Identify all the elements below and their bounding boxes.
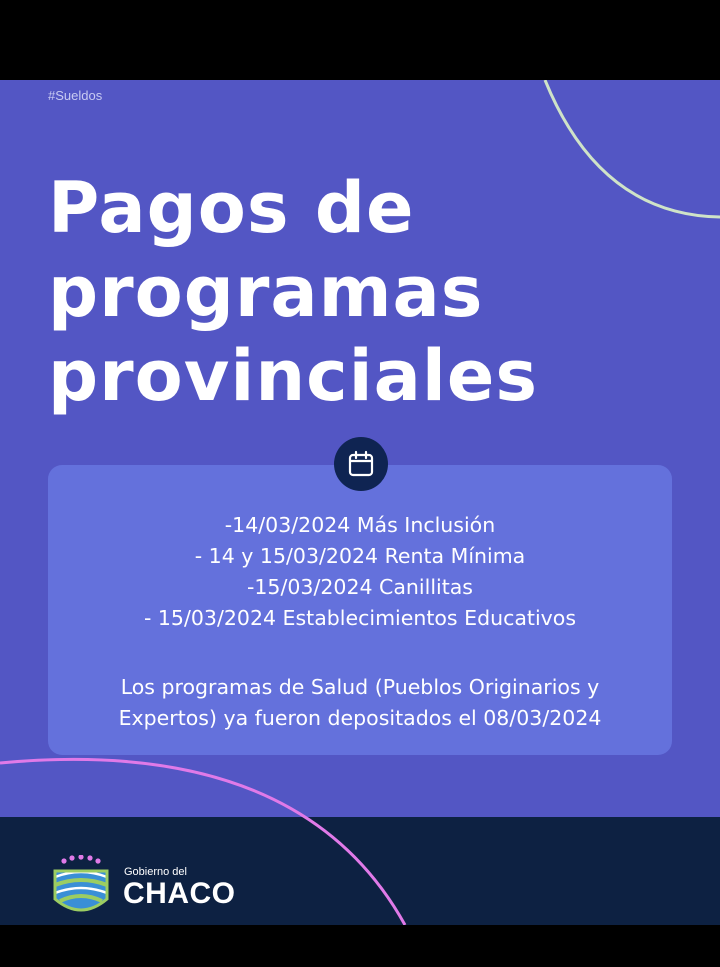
title-line: programas — [48, 251, 484, 333]
chaco-logo-icon — [52, 855, 110, 917]
note-line: Los programas de Salud (Pueblos Originarios y — [120, 675, 600, 699]
title-line: Pagos de — [48, 167, 415, 249]
health-programs-note — [48, 672, 672, 734]
note-line: Expertos) ya fueron depositados el 08/03/2024 — [118, 706, 602, 730]
hashtag[interactable]: #Sueldos — [48, 88, 103, 103]
payments-list — [48, 510, 672, 634]
payment-item: -15/03/2024 Canillitas — [246, 575, 473, 599]
title-line: provinciales — [48, 335, 539, 417]
logo-subtitle: Gobierno del — [124, 866, 187, 878]
calendar-icon — [347, 450, 375, 478]
payment-item: - 14 y 15/03/2024 Renta Mínima — [194, 544, 526, 568]
payment-item: - 15/03/2024 Establecimientos Educativos — [143, 606, 577, 630]
footer — [0, 817, 720, 925]
page-title — [48, 166, 538, 418]
post-card — [0, 80, 720, 925]
calendar-badge — [334, 437, 388, 491]
logo-name: CHACO — [123, 877, 236, 910]
payment-item: -14/03/2024 Más Inclusión — [224, 513, 496, 537]
